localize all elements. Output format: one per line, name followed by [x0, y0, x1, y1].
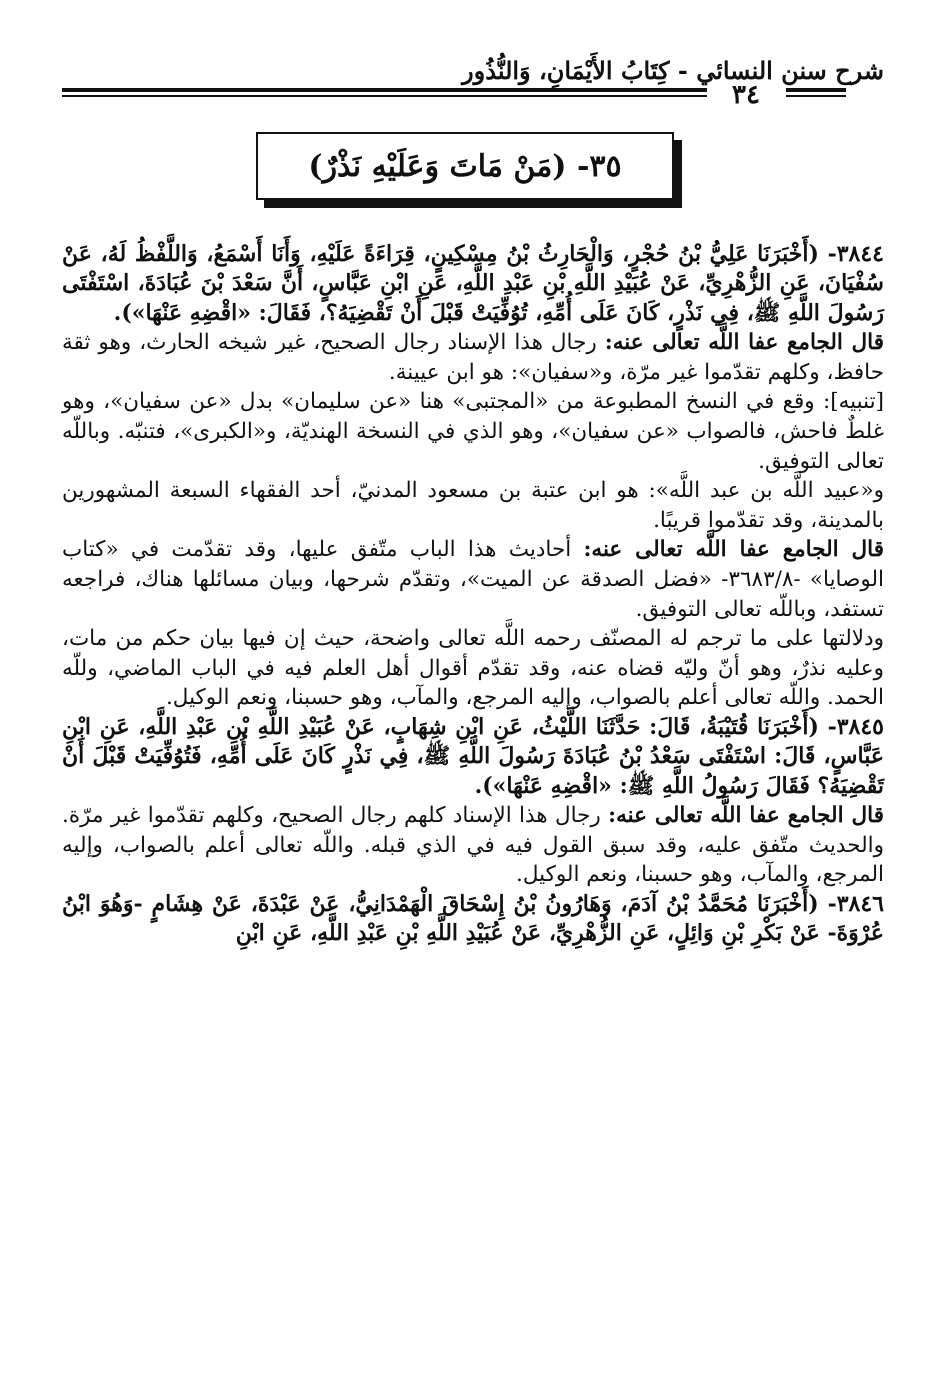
- commentary-paragraph-1: [62, 328, 884, 387]
- hadith-3846: ٣٨٤٦- (أَخْبَرَنَا مُحَمَّدُ بْنُ آدَمَ، وَهَارُونُ بْنُ إِسْحَاقَ الْهَمْدَانِيُّ، عَنْ عَبْدَةَ، عَنْ هِشَامٍ -وَهُوَ ابْنُ عُرْوَةَ- عَنْ بَكْرِ بْنِ وَائِلٍ، عَنِ الزُّهْرِيِّ، عَنْ عُبَيْدِ اللَّهِ بْنِ عَبْدِ اللَّهِ، عَنِ ابْنِ: [62, 890, 884, 947]
- commentary-paragraph-2: [62, 535, 884, 624]
- note-paragraph: [تنبيه]: وقع في النسخ المطبوعة من «المجتبى» هنا «عن سليمان» بدل «عن سفيان»، وهو غلطٌ فاحش، فالصواب «عن سفيان»، وهو الذي في النسخة الهنديّة، و«الكبرى»، فتنبّه. وباللّه تعالى التوفيق.: [62, 389, 884, 474]
- commentary-text: رجال هذا الإسناد كلهم رجال الصحيح، وكلهم تقدّموا غير مرّة. والحديث متّفق عليه، وقد سبق القول فيه في الذي قبله. واللّه تعالى أعلم بالصواب، وإليه المرجع، والمآب، وهو حسبنا، ونعم الوكيل.: [62, 803, 884, 888]
- commentary-paragraph-3: [62, 801, 884, 890]
- hadith-3844: ٣٨٤٤- (أَخْبَرَنَا عَلِيُّ بْنُ حُجْرٍ، وَالْحَارِثُ بْنُ مِسْكِينٍ، قِرَاءَةً عَلَيْهِ، وَأَنَا أَسْمَعُ، وَاللَّفْظُ لَهُ، عَنْ سُفْيَانَ، عَنِ الزُّهْرِيِّ، عَنْ عُبَيْدِ اللَّهِ بْنِ عَبْدِ اللَّهِ، عَنِ ابْنِ عَبَّاسٍ، أَنَّ سَعْدَ بْنَ عُبَادَةَ، اسْتَفْتَى رَسُولَ اللَّهِ ﷺ، فِي نَذْرٍ، كَانَ عَلَى أُمِّهِ، تُوُفِّيَتْ قَبْلَ أَنْ تَقْضِيَهُ؟، فَقَالَ: «اقْضِهِ عَنْهَا»).: [62, 241, 884, 326]
- header-rule-left: [62, 88, 707, 97]
- header-rule-right: [786, 88, 846, 97]
- hadith-3845: ٣٨٤٥- (أَخْبَرَنَا قُتَيْبَةُ، قَالَ: حَدَّثَنَا اللَّيْثُ، عَنِ ابْنِ شِهَابٍ، عَنْ عُبَيْدِ اللَّهِ بْنِ عَبْدِ اللَّهِ، عَنِ ابْنِ عَبَّاسٍ، قَالَ: اسْتَفْتَى سَعْدُ بْنُ عُبَادَةَ رَسُولَ اللَّهِ ﷺ، فِي نَذْرٍ كَانَ عَلَى أُمِّهِ، فَتُوُفِّيَتْ قَبْلَ أَنْ تَقْضِيَهُ؟ فَقَالَ رَسُولُ اللَّهِ ﷺ: «اقْضِهِ عَنْهَا»).: [62, 713, 884, 799]
- commentary-text: رجال هذا الإسناد رجال الصحيح، غير شيخه الحارث، وهو ثقة حافظ، وكلهم تقدّموا غير مرّة، و«سفيان»: هو ابن عيينة.: [62, 330, 884, 385]
- narrator-paragraph: و«عبيد اللَّه بن عبد اللَّه»: هو ابن عتبة بن مسعود المدنيّ، أحد الفقهاء السبعة المشهورين بالمدينة، وقد تقدّموا قريبًا.: [62, 478, 884, 533]
- ruling-paragraph: ودلالتها على ما ترجم له المصنّف رحمه اللَّه تعالى واضحة، حيث إن فيها بيان حكم من مات، وعليه نذرٌ، وهو أنّ وليّه قضاه عنه، وقد تقدّم أقوال أهل العلم فيه في الباب الماضي، وللّه الحمد. واللّه تعالى أعلم بالصواب، وإليه المرجع، والمآب، وهو حسبنا، ونعم الوكيل.: [62, 626, 884, 711]
- running-header-title: شرح سنن النسائي - كِتَابُ الأَيْمَانِ، وَالنُّذُور: [462, 56, 884, 85]
- commentary-lead: قال الجامع عفا اللَّه تعالى عنه:: [608, 803, 885, 829]
- commentary-text: أحاديث هذا الباب متّفق عليها، وقد تقدّمت في «كتاب الوصايا» -٣٦٨٣/٨- «فضل الصدقة عن الميت»، وتقدّم شرحها، وبيان مسائلها هناك، فراجعه تستفد، وباللّه تعالى التوفيق.: [62, 537, 884, 622]
- commentary-lead: قال الجامع عفا اللَّه تعالى عنه:: [583, 537, 884, 563]
- page-body: [62, 240, 884, 949]
- commentary-lead: قال الجامع عفا اللَّه تعالى عنه:: [604, 330, 884, 356]
- page-number: ٣٤: [732, 80, 760, 110]
- chapter-title: ٣٥- (مَنْ مَاتَ وَعَلَيْهِ نَذْرٌ): [308, 148, 622, 184]
- chapter-heading-box: [256, 132, 674, 200]
